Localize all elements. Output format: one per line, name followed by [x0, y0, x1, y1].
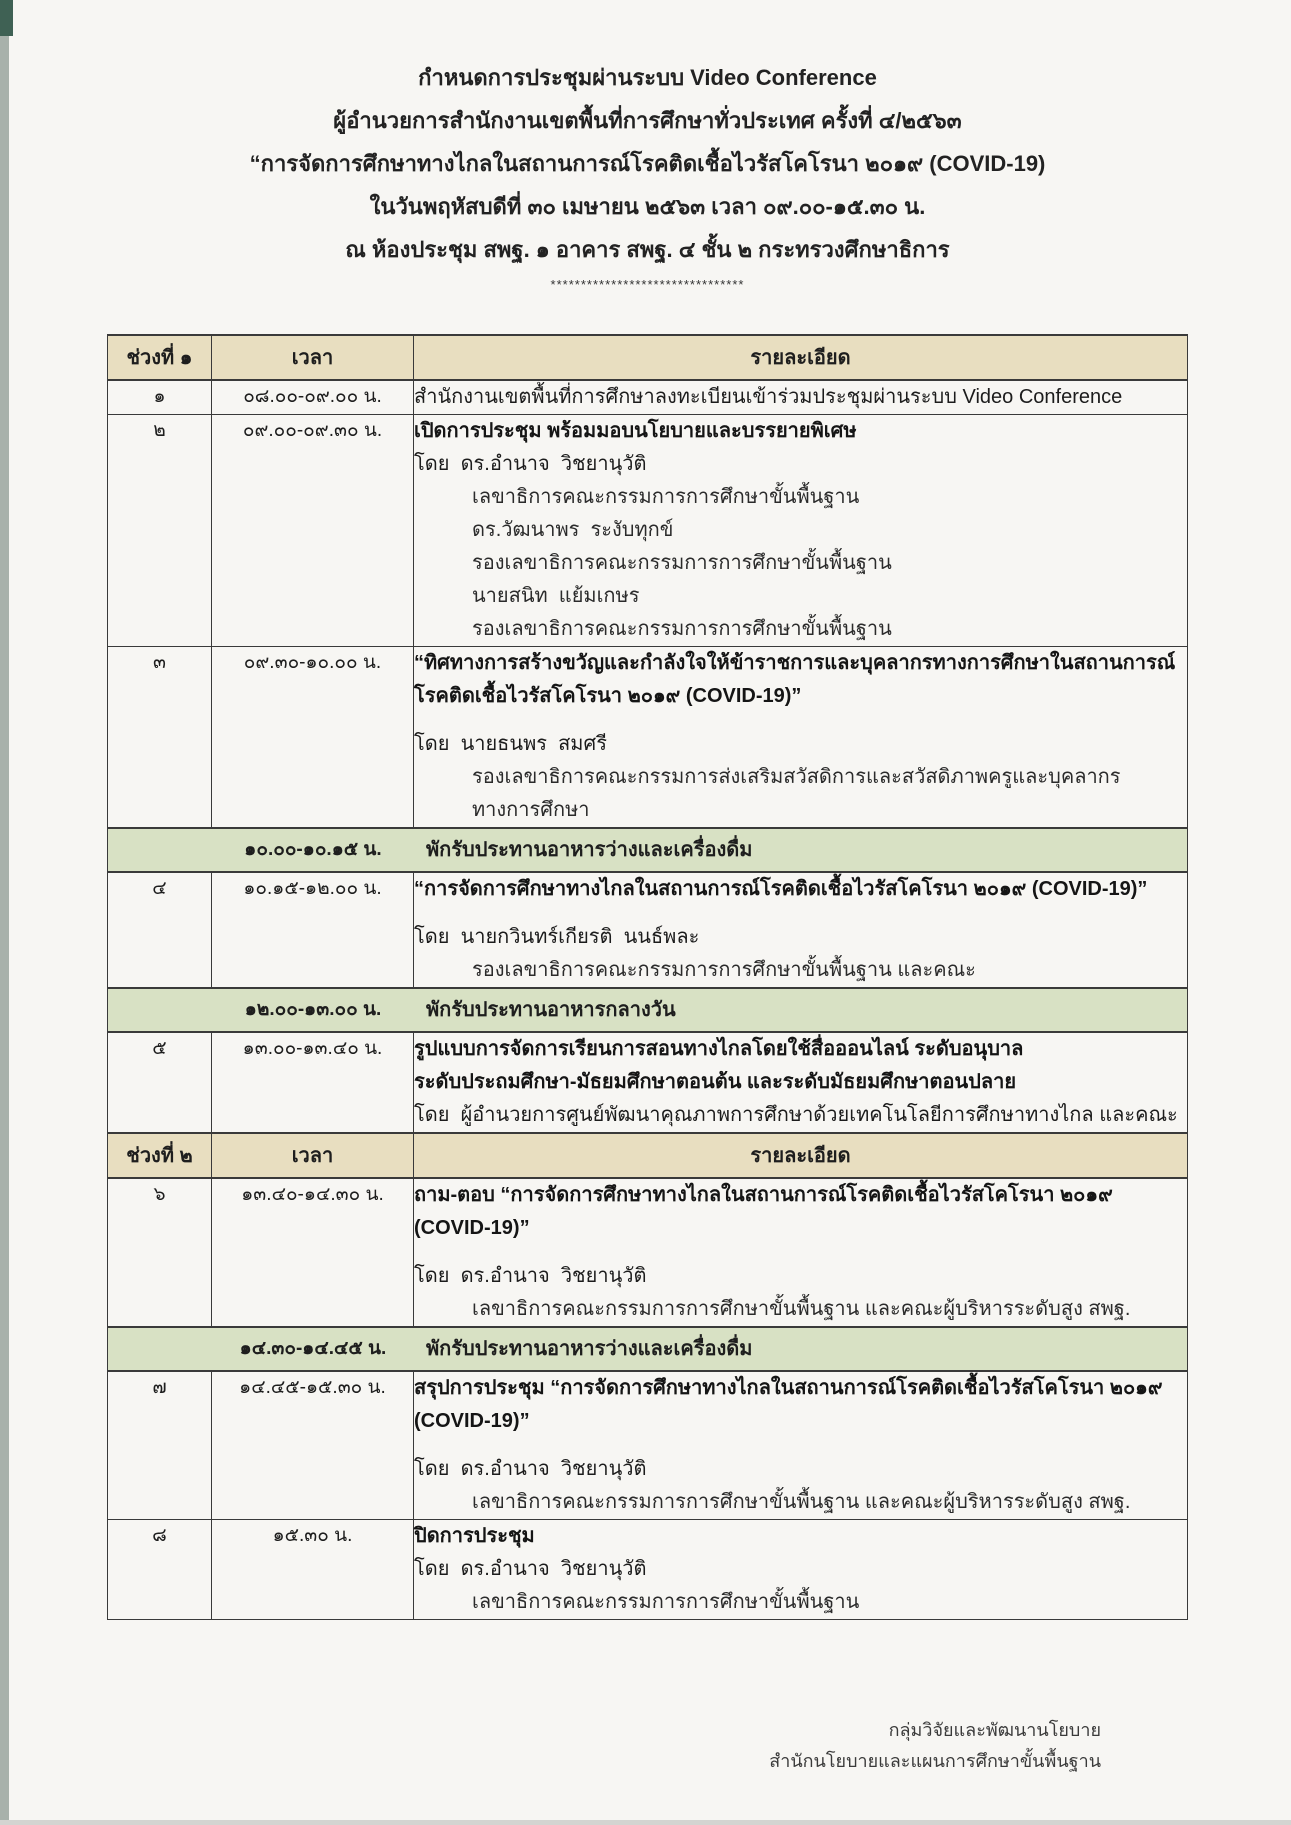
footer-line-1: กลุ่มวิจัยและพัฒนานโยบาย — [888, 1720, 1101, 1740]
break1-time: ๑๐.๐๐-๑๐.๑๕ น. — [244, 839, 382, 860]
footer-line-2: สำนักนโยบายและแผนการศึกษาขั้นพื้นฐาน — [769, 1751, 1101, 1771]
title-line-2: ผู้อำนวยการสำนักงานเขตพื้นที่การศึกษาทั่วประเทศ ครั้งที่ ๔/๒๕๖๓ — [333, 108, 962, 133]
row5-detail — [414, 1032, 1188, 1133]
table-row-8 — [108, 1520, 1188, 1620]
row5-number: ๕ — [108, 1032, 212, 1133]
header-cell-period1: ช่วงที่ ๑ — [108, 335, 212, 380]
row3-number: ๓ — [108, 647, 212, 829]
table-row-7 — [108, 1371, 1188, 1520]
detail-line: รูปแบบการจัดการเรียนการสอนทางไกลโดยใช้สื่อออนไลน์ ระดับอนุบาล — [414, 1038, 1024, 1060]
table-row-4 — [108, 872, 1188, 988]
detail-line: โดย ดร.อำนาจ วิชยานุวัติ — [414, 1558, 647, 1580]
scan-corner-mark — [0, 0, 13, 36]
document-title-block — [107, 56, 1188, 292]
title-line-4: ในวันพฤหัสบดีที่ ๓๐ เมษายน ๒๕๖๓ เวลา ๐๙.๐๐-๑๕.๓๐ น. — [369, 194, 926, 219]
detail-line: ระดับประถมศึกษา-มัธยมศึกษาตอนต้น และระดับมัธยมศึกษาตอนปลาย — [414, 1071, 1017, 1093]
break3-text: พักรับประทานอาหารว่างและเครื่องดื่ม — [426, 1338, 753, 1360]
title-line-5: ณ ห้องประชุม สพฐ. ๑ อาคาร สพฐ. ๔ ชั้น ๒ กระทรวงศึกษาธิการ — [345, 237, 950, 262]
detail-line: รองเลขาธิการคณะกรรมการการศึกษาขั้นพื้นฐาน — [472, 552, 892, 574]
break2-text: พักรับประทานอาหารกลางวัน — [426, 999, 676, 1021]
row6-time: ๑๓.๔๐-๑๔.๓๐ น. — [212, 1178, 414, 1327]
table-row-3 — [108, 647, 1188, 829]
table-header-session1 — [108, 335, 1188, 380]
scan-edge-artifact — [0, 0, 9, 1825]
table-header-session2 — [108, 1133, 1188, 1178]
detail-line: (COVID-19)” — [414, 1217, 530, 1239]
row3-time: ๐๙.๓๐-๑๐.๐๐ น. — [212, 647, 414, 829]
row4-detail — [414, 872, 1188, 988]
row8-detail — [414, 1520, 1188, 1620]
detail-line: รองเลขาธิการคณะกรรมการส่งเสริมสวัสดิการและสวัสดิภาพครูและบุคลากรทางการศึกษา — [472, 766, 1121, 821]
row6-detail — [414, 1178, 1188, 1327]
table-row-5 — [108, 1032, 1188, 1133]
title-line-1: กำหนดการประชุมผ่านระบบ Video Conference — [418, 65, 877, 90]
agenda-table — [107, 334, 1188, 1620]
break-row-2 — [108, 988, 1188, 1032]
detail-line: โดย นายธนพร สมศรี — [414, 733, 607, 755]
detail-line: เลขาธิการคณะกรรมการการศึกษาขั้นพื้นฐาน และคณะผู้บริหารระดับสูง สพฐ. — [472, 1298, 1131, 1320]
row7-detail — [414, 1371, 1188, 1520]
row1-number: ๑ — [108, 380, 212, 415]
detail-line: ปิดการประชุม — [414, 1525, 535, 1547]
document-footer — [769, 1715, 1101, 1777]
table-row-1 — [108, 380, 1188, 415]
row8-number: ๘ — [108, 1520, 212, 1620]
detail-line: (COVID-19)” — [414, 1410, 530, 1432]
header-cell-detail1: รายละเอียด — [414, 335, 1188, 380]
asterisk-separator: ******************************** — [550, 277, 745, 292]
break1-text: พักรับประทานอาหารว่างและเครื่องดื่ม — [426, 839, 753, 861]
detail-line: โดย ดร.อำนาจ วิชยานุวัติ — [414, 1458, 647, 1480]
detail-line: ถาม-ตอบ “การจัดการศึกษาทางไกลในสถานการณ์โรคติดเชื้อไวรัสโคโรนา ๒๐๑๙ — [414, 1184, 1113, 1206]
break-row-3 — [108, 1327, 1188, 1371]
row2-detail — [414, 415, 1188, 647]
row2-time: ๐๙.๐๐-๐๙.๓๐ น. — [212, 415, 414, 647]
row6-number: ๖ — [108, 1178, 212, 1327]
break2-time: ๑๒.๐๐-๑๓.๐๐ น. — [244, 999, 382, 1020]
detail-line: เลขาธิการคณะกรรมการการศึกษาขั้นพื้นฐาน — [472, 1591, 860, 1613]
scan-bottom-edge — [0, 1820, 1291, 1825]
row3-detail — [414, 647, 1188, 829]
detail-line: โดย นายกวินทร์เกียรติ นนธ์พละ — [414, 926, 700, 948]
row8-time: ๑๕.๓๐ น. — [212, 1520, 414, 1620]
detail-line: “การจัดการศึกษาทางไกลในสถานการณ์โรคติดเชื้อไวรัสโคโรนา ๒๐๑๙ (COVID-19)” — [414, 878, 1148, 900]
detail-line: “ทิศทางการสร้างขวัญและกำลังใจให้ข้าราชการและบุคลากรทางการศึกษาในสถานการณ์ — [414, 652, 1176, 674]
table-row-6 — [108, 1178, 1188, 1327]
detail-line: โดย ดร.อำนาจ วิชยานุวัติ — [414, 1265, 647, 1287]
row1-detail — [414, 380, 1188, 415]
row4-time: ๑๐.๑๕-๑๒.๐๐ น. — [212, 872, 414, 988]
break3-time: ๑๔.๓๐-๑๔.๔๕ น. — [239, 1338, 387, 1359]
detail-line: ดร.วัฒนาพร ระงับทุกข์ — [472, 519, 674, 541]
table-row-2 — [108, 415, 1188, 647]
detail-line: รองเลขาธิการคณะกรรมการการศึกษาขั้นพื้นฐาน และคณะ — [472, 959, 976, 981]
detail-line: สรุปการประชุม “การจัดการศึกษาทางไกลในสถานการณ์โรคติดเชื้อไวรัสโคโรนา ๒๐๑๙ — [414, 1377, 1163, 1399]
title-line-3: “การจัดการศึกษาทางไกลในสถานการณ์โรคติดเชื้อไวรัสโคโรนา ๒๐๑๙ (COVID-19) — [249, 151, 1046, 176]
detail-line: โรคติดเชื้อไวรัสโคโรนา ๒๐๑๙ (COVID-19)” — [414, 685, 802, 707]
row7-number: ๗ — [108, 1371, 212, 1520]
row5-time: ๑๓.๐๐-๑๓.๔๐ น. — [212, 1032, 414, 1133]
detail-line: สำนักงานเขตพื้นที่การศึกษาลงทะเบียนเข้าร่วมประชุมผ่านระบบ Video Conference — [414, 386, 1123, 408]
header-cell-period2: ช่วงที่ ๒ — [108, 1133, 212, 1178]
detail-line: เลขาธิการคณะกรรมการการศึกษาขั้นพื้นฐาน และคณะผู้บริหารระดับสูง สพฐ. — [472, 1491, 1131, 1513]
detail-line: นายสนิท แย้มเกษร — [472, 585, 640, 607]
detail-line: โดย ดร.อำนาจ วิชยานุวัติ — [414, 453, 647, 475]
break-row-1 — [108, 828, 1188, 872]
header-cell-time1: เวลา — [212, 335, 414, 380]
detail-line: เลขาธิการคณะกรรมการการศึกษาขั้นพื้นฐาน — [472, 486, 860, 508]
detail-line: โดย ผู้อำนวยการศูนย์พัฒนาคุณภาพการศึกษาด้วยเทคโนโลยีการศึกษาทางไกล และคณะ — [414, 1104, 1178, 1126]
detail-line: เปิดการประชุม พร้อมมอบนโยบายและบรรยายพิเศษ — [414, 420, 857, 442]
detail-line: รองเลขาธิการคณะกรรมการการศึกษาขั้นพื้นฐาน — [472, 618, 892, 640]
row7-time: ๑๔.๔๕-๑๕.๓๐ น. — [212, 1371, 414, 1520]
header-cell-time2: เวลา — [212, 1133, 414, 1178]
header-cell-detail2: รายละเอียด — [414, 1133, 1188, 1178]
row2-number: ๒ — [108, 415, 212, 647]
row4-number: ๔ — [108, 872, 212, 988]
row1-time: ๐๘.๐๐-๐๙.๐๐ น. — [212, 380, 414, 415]
